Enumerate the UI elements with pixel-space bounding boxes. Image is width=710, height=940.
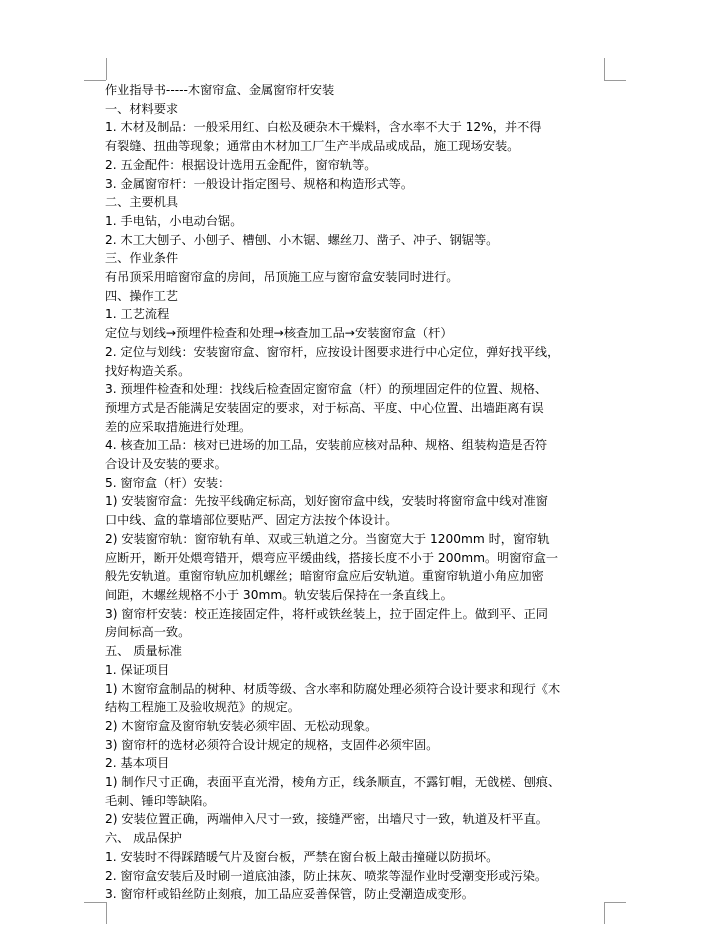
- document-line: 找好构造关系。: [105, 363, 191, 378]
- document-line: 2) 安装窗帘轨：窗帘轨有单、双或三轨道之分。当窗宽大于 1200mm 时，窗帘轨: [105, 531, 550, 546]
- document-line: 2. 五金配件：根据设计选用五金配件，窗帘轨等。: [105, 157, 377, 172]
- document-line: 有裂缝、扭曲等现象；通常由木材加工厂生产半成品或成品，施工现场安装。: [105, 139, 520, 154]
- document-line: 3) 窗帘杆安装：校正连接固定件，将杆或铁丝装上，拉于固定件上。做到平、正同: [105, 606, 548, 621]
- document-line: 3. 窗帘杆或铅丝防止刻痕，加工品应妥善保管，防止受潮造成变形。: [105, 887, 474, 902]
- document-line: 2. 窗帘盒安装后及时刷一道底油漆，防止抹灰、喷浆等湿作业时受潮变形或污染。: [105, 868, 548, 883]
- document-line: 般先安轨道。重窗帘轨应加机螺丝；暗窗帘盒应后安轨道。重窗帘轨道小角应加密: [105, 569, 544, 584]
- document-line: 结构工程施工及验收规范》的规定。: [105, 700, 300, 715]
- document-line: 合设计及安装的要求。: [105, 457, 227, 472]
- document-line: 2. 基本项目: [105, 756, 170, 771]
- document-line: 口中线、盒的靠墙部位要贴严、固定方法按个体设计。: [105, 513, 398, 528]
- document-line: 1. 保证项目: [105, 662, 170, 677]
- document-line: 六、 成品保护: [105, 831, 182, 846]
- document-line: 二、主要机具: [105, 195, 179, 210]
- document-line: 房间标高一致。: [105, 625, 191, 640]
- document-line: 3. 金属窗帘杆：一般设计指定图号、规格和构造形式等。: [105, 176, 414, 191]
- document-line: 应断开，断开处煨弯错开，煨弯应平缓曲线，搭接长度不小于 200mm。明窗帘盒一: [105, 550, 559, 565]
- document-line: 三、作业条件: [105, 251, 179, 266]
- document-line: 1) 制作尺寸正确，表面平直光滑，棱角方正，线条顺直，不露钉帽，无戗槎、刨痕、: [105, 775, 561, 790]
- document-line: 1. 木材及制品：一般采用红、白松及硬杂木干燥料，含水率不大于 12%，并不得: [105, 120, 542, 135]
- document-line: 1) 木窗帘盒制品的树种、材质等级、含水率和防腐处理必须符合设计要求和现行《木: [105, 681, 561, 696]
- document-line: 定位与划线→预埋件检查和处理→核查加工品→安装窗帘盒（杆）: [105, 326, 453, 341]
- document-line: 2) 安装位置正确，两端伸入尺寸一致，接缝严密，出墙尺寸一致，轨道及杆平直。: [105, 812, 548, 827]
- document-line: 1. 安装时不得踩踏暖气片及窗台板，严禁在窗台板上敲击撞碰以防损坏。: [105, 849, 499, 864]
- document-line: 1. 工艺流程: [105, 307, 170, 322]
- document-line: 2. 木工大刨子、小刨子、槽刨、小木锯、螺丝刀、凿子、冲子、钢锯等。: [105, 232, 499, 247]
- document-line: 4. 核查加工品：核对已进场的加工品，安装前应核对品种、规格、组装构造是否符: [105, 438, 548, 453]
- document-body: [105, 81, 605, 904]
- document-line: 间距，木螺丝规格不小于 30mm。轨安装后保持在一条直线上。: [105, 587, 453, 602]
- document-line: 3. 预埋件检查和处理：找线后检查固定窗帘盒（杆）的预埋固定件的位置、规格、: [105, 382, 548, 397]
- document-line: 2. 定位与划线：安装窗帘盒、窗帘杆，应按设计图要求进行中心定位，弹好找平线，: [105, 344, 560, 359]
- document-line: 作业指导书-----木窗帘盒、金属窗帘杆安装: [105, 83, 335, 97]
- document-line: 1) 安装窗帘盒：先按平线确定标高，划好窗帘盒中线，安装时将窗帘盒中线对准窗: [105, 494, 548, 509]
- document-line: 一、材料要求: [105, 101, 179, 116]
- document-line: 有吊顶采用暗窗帘盒的房间，吊顶施工应与窗帘盒安装同时进行。: [105, 270, 459, 285]
- document-line: 5. 窗帘盒（杆）安装：: [105, 475, 231, 490]
- document-line: 2) 木窗帘盒及窗帘轨安装必须牢固、无松动现象。: [105, 718, 378, 733]
- document-line: 五、 质量标准: [105, 644, 182, 659]
- document-line: 预埋方式是否能满足安装固定的要求，对于标高、平度、中心位置、出墙距离有误: [105, 400, 544, 415]
- document-line: 差的应采取措施进行处理。: [105, 419, 252, 434]
- document-line: 毛刺、锤印等缺陷。: [105, 793, 215, 808]
- document-line: 1. 手电钻，小电动台锯。: [105, 213, 243, 228]
- document-line: 3) 窗帘杆的选材必须符合设计规定的规格，支固件必须牢固。: [105, 737, 439, 752]
- document-line: 四、操作工艺: [105, 288, 179, 303]
